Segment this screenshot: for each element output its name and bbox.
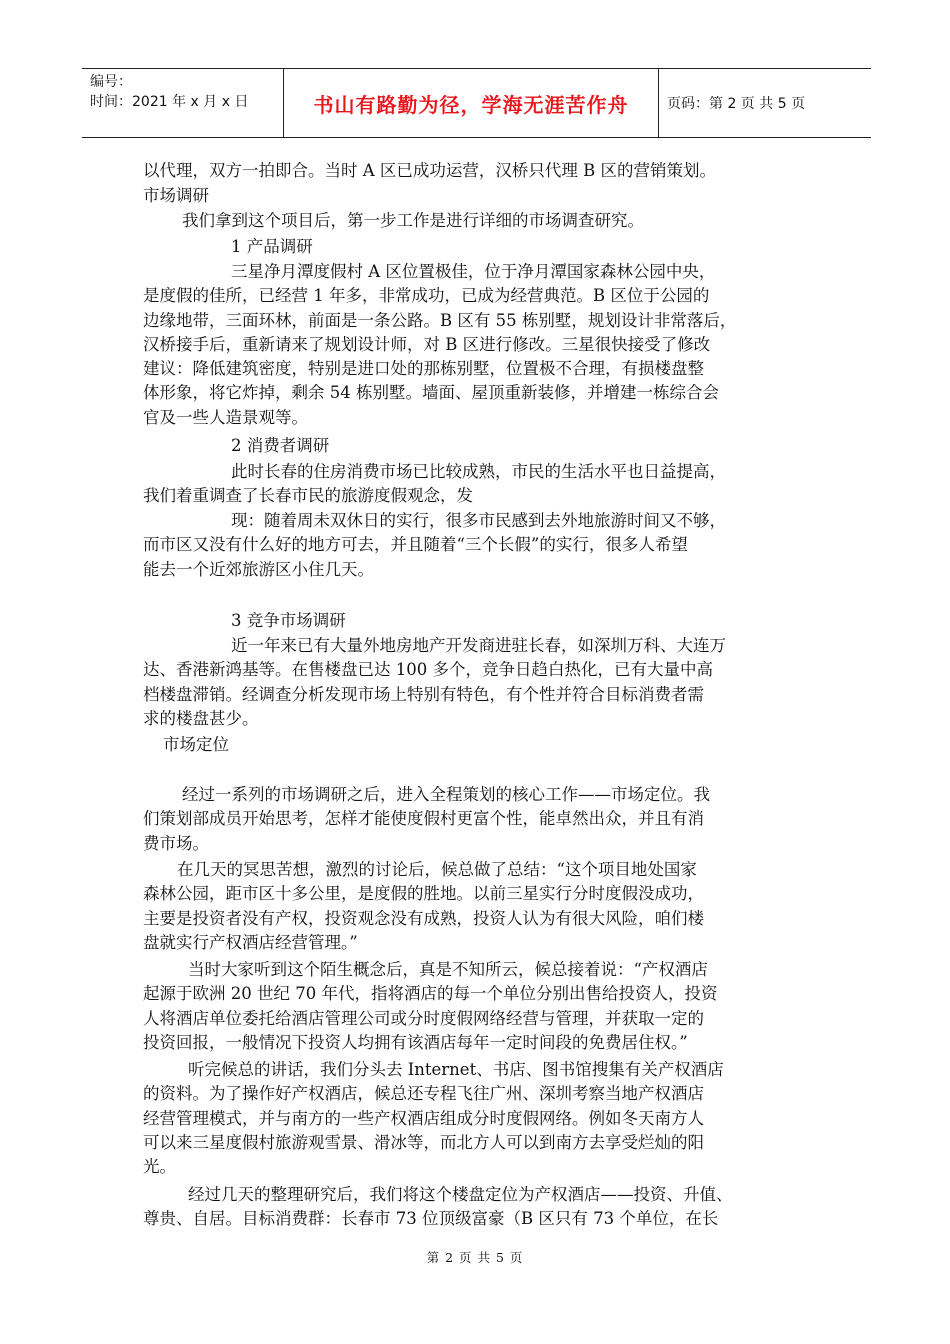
paragraph-competition-research: 近一年来已有大量外地房地产开发商进驻长春，如深圳万科、大连万 达、香港新鸿基等。在售楼盘已达 100 多个，竞争日趋白热化，已有大量中高 档楼盘滞销。经调查分析发现市场上特别有特色，有个性并符合目标消费者需 求的楼盘甚少。	[143, 636, 726, 728]
paragraph-positioning-2: 在几天的冥思苦想，激烈的讨论后，候总做了总结：“这个项目地处国家 森林公园，距市区十多公里，是度假的胜地。以前三星实行分时度假没成功， 主要是投资者没有产权，投资观念没有成熟，投资人认为有很大风险，咱们楼 盘就实行产权酒店经营管理。”	[143, 860, 704, 952]
header-page-info: 页码：第 2 页 共 5 页	[667, 96, 806, 112]
subheading-product-research: 1 产品调研	[231, 237, 313, 256]
subheading-competition-research: 3 竞争市场调研	[231, 611, 346, 630]
paragraph-consumer-research-1: 此时长春的住房消费市场已比较成熟，市民的生活水平也日益提高， 我们着重调查了长春市民的旅游度假观念，发	[143, 462, 726, 506]
paragraph-consumer-research-2: 现：随着周未双休日的实行，很多市民感到去外地旅游时间又不够， 而市区又没有什么好的地方可去，并且随着“三个长假”的实行，很多人希望 能去一个近郊旅游区小住几天。	[143, 511, 726, 579]
header-meta	[90, 72, 248, 112]
header-motto: 书山有路勤为径，学海无涯苦作舟	[283, 69, 659, 137]
document-number-label: 编号：	[90, 74, 132, 90]
paragraph-positioning-5: 经过几天的整理研究后，我们将这个楼盘定位为产权酒店——投资、升值、 尊贵、自居。目标消费群：长春市 73 位顶级富豪（B 区只有 73 个单位，在长	[143, 1185, 733, 1229]
subheading-consumer-research: 2 消费者调研	[231, 436, 330, 455]
page-header	[82, 68, 871, 138]
section-heading-market-research: 市场调研	[143, 186, 209, 205]
section-heading-market-positioning: 市场定位	[163, 735, 229, 754]
paragraph-intro: 我们拿到这个项目后，第一步工作是进行详细的市场调查研究。	[182, 211, 644, 230]
paragraph-positioning-3: 当时大家听到这个陌生概念后，真是不知所云，候总接着说：“产权酒店 起源于欧洲 20 世纪 70 年代，指将酒店的每一个单位分别出售给投资人，投资 人将酒店单位委托给酒店管理公司或分时度假网络经营与管理，并获取一定的 投资回报，一般情况下投资人均拥有该酒店每年一定时间段的免费居住权。”	[143, 960, 718, 1052]
document-date-label: 时间：2021 年 x 月 x 日	[90, 94, 249, 110]
page-footer: 第 2 页 共 5 页	[426, 1250, 524, 1265]
paragraph-product-research: 三星净月潭度假村 A 区位置极佳，位于净月潭国家森林公园中央， 是度假的佳所，已经营 1 年多，非常成功，已成为经营典范。B 区位于公园的 边缘地带，三面环林，前面是一条公路。B 区有 55 栋别墅，规划设计非常落后， 汉桥接手后，重新请来了规划设计师，对 B 区进行修改。三星很快接受了修改 建议：降低建筑密度，特别是进口处的那栋别墅，位置极不合理，有损楼盘整 体形象，将它炸掉，剩余 54 栋别墅。墙面、屋顶重新装修，并增建一栋综合会 官及一些人造景观等。	[143, 262, 737, 427]
paragraph-positioning-4: 听完候总的讲话，我们分头去 Internet、书店、图书馆搜集有关产权酒店 的资料。为了操作好产权酒店，候总还专程飞往广州、深圳考察当地产权酒店 经营管理模式，并与南方的一些产权酒店组成分时度假网络。例如冬天南方人 可以来三星度假村旅游观雪景、滑冰等，而北方人可以到南方去享受烂灿的阳 光。	[143, 1060, 724, 1177]
continuation-paragraph: 以代理，双方一拍即合。当时 A 区已成功运营，汉桥只代理 B 区的营销策划。	[143, 161, 717, 180]
paragraph-positioning-1: 经过一系列的市场调研之后，进入全程策划的核心工作——市场定位。我 们策划部成员开始思考，怎样才能使度假村更富个性，能卓然出众，并且有消 费市场。	[143, 785, 710, 853]
